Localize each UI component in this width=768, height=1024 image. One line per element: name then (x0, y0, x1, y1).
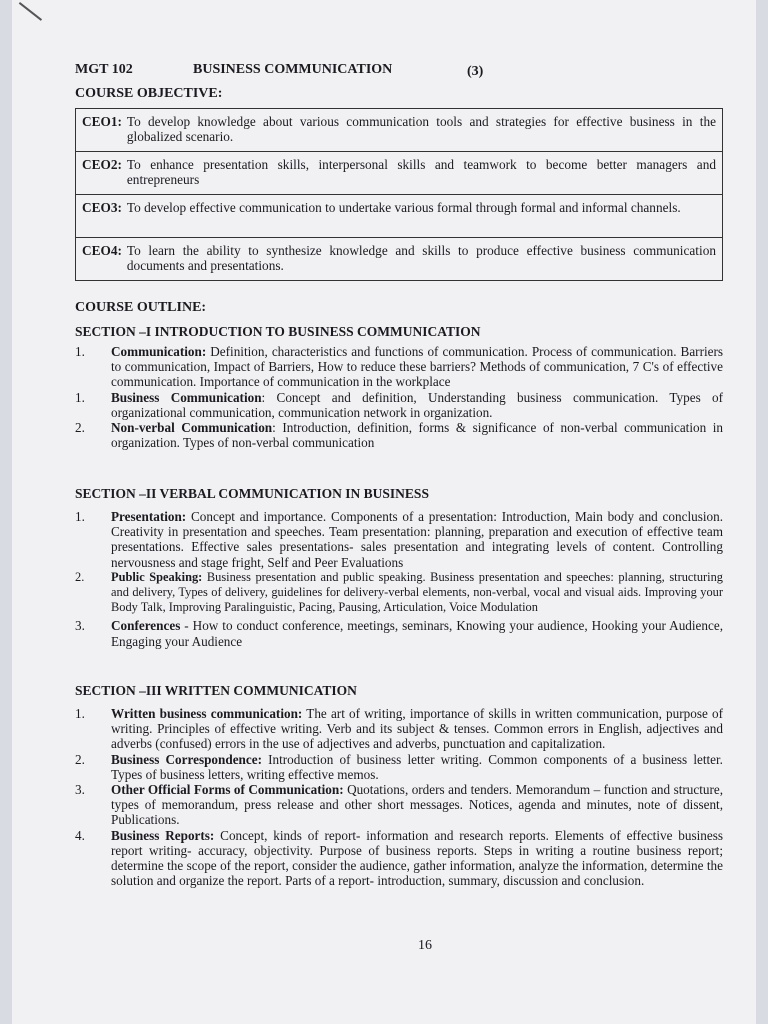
item-text: - How to conduct conference, meetings, seminars, Knowing your audience, Hooking your Audience, Engaging your Audience (111, 618, 723, 649)
outline-heading: COURSE OUTLINE: (75, 300, 207, 315)
list-item (75, 344, 723, 390)
objective-text: To enhance presentation skills, interpersonal skills and teamwork to become better managers and entrepreneurs (126, 157, 716, 187)
item-text: Definition, characteristics and functions of communication. Process of communication. Barriers to communication, Impact of Barriers, How to reduce these barriers? Methods of communication, 7 C's of effective communication. Importance of communication in the workplace (111, 344, 723, 390)
list-item (75, 618, 723, 648)
section-items (75, 344, 723, 450)
item-number: 2. (75, 569, 85, 584)
course-title: BUSINESS COMMUNICATION (193, 62, 393, 77)
item-text: Business presentation and public speaking. Business presentation and speeches: planning, structuring and delivery, Types of delivery, guidelines for delivery-verbal elements, non-verbal, vocal and visual aids. Improving your Body Talk, Improving Paralinguistic, Pacing, Pausing, Articulation, Voice Modulation (111, 569, 724, 615)
item-number: 1. (75, 344, 85, 359)
objective-code: CEO2: (82, 157, 122, 172)
section-title: SECTION –II VERBAL COMMUNICATION IN BUSINESS (75, 486, 429, 501)
item-number: 2. (75, 420, 85, 436)
objective-row (76, 238, 723, 281)
objective-text: To learn the ability to synthesize knowledge and skills to produce effective business communication documents and presentations. (126, 243, 716, 273)
course-code: MGT 102 (75, 62, 133, 77)
item-number: 1. (75, 509, 85, 524)
list-item (75, 390, 723, 420)
objective-row (76, 109, 723, 152)
objective-row (76, 195, 723, 238)
item-number: 4. (75, 827, 85, 843)
list-item (75, 706, 723, 752)
objective-code: CEO1: (82, 114, 122, 129)
item-text: Introduction of business letter writing. Common components of a business letter. Types of business letters, writing effective memos. (111, 751, 723, 782)
objective-text: To develop effective communication to undertake various formal through formal and informal channels. (126, 200, 681, 215)
item-term: Non-verbal Communication (111, 420, 273, 436)
item-number: 3. (75, 618, 85, 634)
section-items (75, 509, 723, 649)
item-term: Written business communication: (111, 706, 303, 721)
item-text: Quotations, orders and tenders. Memorandum – function and structure, types of memorandum, press release and other short messages. Notices, agenda and minutes, note of dissent, Publications. (111, 782, 723, 828)
item-text: Concept and importance. Components of a presentation: Introduction, Main body and conclusion. Creativity in presentation and speeches. Team presentation: planning, preparation and execution of effective team presentations. Effective sales presentations- sales presentation and integrating levels of content. Controlling nervousness and stage fright, Self and Peer Evaluations (111, 509, 723, 570)
item-number: 1. (75, 389, 85, 405)
item-term: Public Speaking: (111, 569, 203, 584)
list-item (75, 570, 723, 616)
item-number: 1. (75, 706, 85, 721)
item-number: 3. (75, 782, 85, 798)
item-number: 2. (75, 751, 85, 767)
objective-text: To develop knowledge about various communication tools and strategies for effective business in the globalized scenario. (126, 114, 716, 144)
item-term: Communication: (111, 344, 207, 359)
item-text: Concept, kinds of report- information and research reports. Elements of effective business report writing- accuracy, objectivity. Purpose of business reports. Steps in writing a routine business report; determine the scope of the report, consider the audience, gather information, analyze the information, determine the solution and organize the report. Parts of a report- introduction, summary, discussion and conclusion. (111, 827, 723, 889)
objective-code: CEO4: (82, 243, 122, 258)
item-text: : Introduction, definition, forms & significance of non-verbal communication in organization. Types of non-verbal communication (111, 420, 724, 451)
objective-code: CEO3: (82, 200, 122, 215)
objective-row (76, 152, 723, 195)
item-term: Presentation: (111, 509, 187, 524)
item-text: The art of writing, importance of skills in written communication, purpose of writing. Principles of effective writing. Verb and its subject & tenses. Common errors in English, adjectives and adverbs (confused) errors in the use of adjectives and adverbs, punctuation and capitalization. (111, 706, 723, 752)
list-item (75, 420, 723, 450)
list-item (75, 509, 723, 570)
course-credits: (3) (467, 64, 484, 79)
pen-mark (19, 2, 42, 20)
item-term: Business Correspondence: (111, 751, 262, 767)
item-term: Other Official Forms of Communication: (111, 782, 344, 798)
item-text: : Concept and definition, Understanding business communication. Types of organizational communication, communication network in organization. (111, 389, 723, 420)
section-title: SECTION –III WRITTEN COMMUNICATION (75, 683, 357, 698)
list-item (75, 782, 723, 828)
list-item (75, 752, 723, 782)
section-items (75, 706, 723, 888)
page-number: 16 (418, 938, 432, 953)
item-term: Business Communication (111, 389, 262, 405)
document-page (12, 0, 756, 1024)
item-term: Business Reports: (111, 827, 215, 843)
item-term: Conferences (111, 618, 181, 634)
objectives-table (75, 108, 723, 281)
list-item (75, 828, 723, 889)
section-title: SECTION –I INTRODUCTION TO BUSINESS COMMUNICATION (75, 324, 481, 339)
objectives-heading: COURSE OBJECTIVE: (75, 86, 223, 101)
